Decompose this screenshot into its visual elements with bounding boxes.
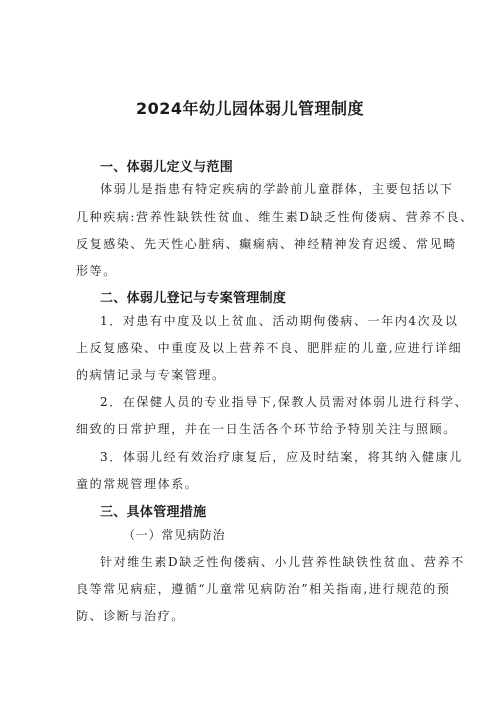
section-heading-definition: 一、体弱儿定义与范围 [100, 160, 234, 175]
paragraph-line: 几种疾病:营养性缺铁性贫血、维生素D缺乏性佝偻病、营养不良、 [76, 210, 474, 224]
section-heading-measures: 三、具体管理措施 [100, 505, 207, 520]
document-title: 2024年幼儿园体弱儿管理制度 [135, 99, 365, 118]
list-item-line: 细致的日常护理，并在一日生活各个环节给予特别关注与照顾。 [76, 422, 457, 436]
list-item-line: 童的常规管理体系。 [76, 477, 199, 491]
list-item-line: 上反复感染、中重度及以上营养不良、肥胖症的儿童,应进行详细 [76, 341, 463, 355]
paragraph-line: 良等常见病症，遵循“儿童常见病防治”相关指南,进行规范的预 [76, 582, 451, 596]
list-item-line: 3．体弱儿经有效治疗康复后，应及时结案，将其纳入健康儿 [100, 450, 463, 464]
subsection-heading: （一）常见病防治 [123, 528, 226, 542]
paragraph-line: 体弱儿是指患有特定疾病的学龄前儿童群体，主要包括以下 [100, 182, 454, 196]
paragraph-line: 形等。 [76, 264, 117, 278]
paragraph-line: 反复感染、先天性心脏病、癫痫病、神经精神发育迟缓、常见畸 [76, 237, 457, 251]
paragraph-line: 针对维生素D缺乏性佝偻病、小儿营养性缺铁性贫血、营养不 [100, 555, 465, 569]
list-item-line: 1．对患有中度及以上贫血、活动期佝偻病、一年内4次及以 [100, 314, 459, 328]
list-item-line: 2．在保健人员的专业指导下,保教人员需对体弱儿进行科学、 [100, 395, 469, 409]
section-heading-registration: 二、体弱儿登记与专案管理制度 [100, 291, 287, 306]
list-item-line: 的病情记录与专案管理。 [76, 368, 226, 382]
paragraph-line: 防、诊断与治疗。 [76, 609, 185, 623]
